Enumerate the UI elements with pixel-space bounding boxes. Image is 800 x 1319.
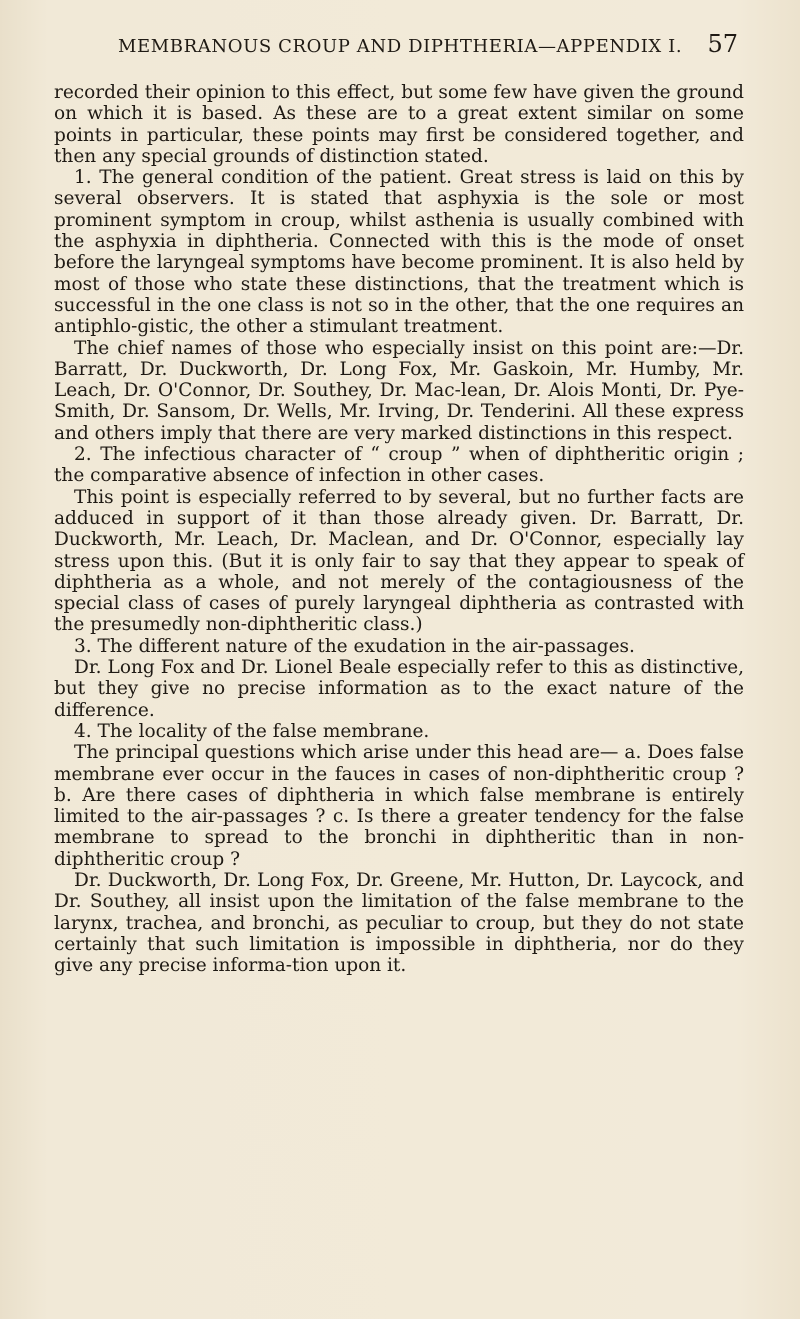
paragraph: Dr. Duckworth, Dr. Long Fox, Dr. Greene, Mr. Hutton, Dr. Laycock, and Dr. Southey, all insist upon the limitation of the false membrane to the larynx, trachea, and bronchi, as peculiar to croup, but they do not state certainly that such limitation is impossible in diphtheria, nor do they give any precise informa-tion upon it. — [54, 869, 744, 977]
paragraph: This point is especially referred to by several, but no further facts are adduced in support of it than those already given. Dr. Barratt, Dr. Duckworth, Mr. Leach, Dr. Maclean, and Dr. O'Connor, especially lay stress upon this. (But it is only fair to say that they appear to speak of diphtheria as a whole, and not merely of the contagiousness of the special class of cases of purely laryngeal diphtheria as contrasted with the presumedly non-diphtheritic class.) — [54, 486, 744, 636]
page-number: 57 — [707, 30, 738, 58]
body-text — [54, 82, 744, 976]
paragraph: 3. The different nature of the exudation in the air-passages. — [74, 635, 635, 657]
paragraph: Dr. Long Fox and Dr. Lionel Beale especially refer to this as distinctive, but they give no precise information as to the exact nature of the difference. — [54, 657, 744, 721]
paragraph: 1. The general condition of the patient. Great stress is laid on this by several observers. It is stated that asphyxia is the sole or most prominent symptom in croup, whilst asthenia is usually combined with the asphyxia in diphtheria. Connected with this is the mode of onset before the laryngeal symptoms have become prominent. It is also held by most of those who state these distinctions, that the treatment which is successful in the one class is not so in the other, that the one requires an antiphlo-gistic, the other a stimulant treatment. — [54, 167, 744, 338]
paragraph: recorded their opinion to this effect, but some few have given the ground on which it is based. As these are to a great extent similar on some points in particular, these points may first be considered together, and then any special grounds of distinction stated. — [54, 82, 744, 167]
running-head-title: MEMBRANOUS CROUP AND DIPHTHERIA—APPENDIX I. — [118, 36, 683, 57]
paragraph: The principal questions which arise under this head are— a. Does false membrane ever occur in the fauces in cases of non-diphtheritic croup ? b. Are there cases of diphtheria in which false membrane is entirely limited to the air-passages ? c. Is there a greater tendency for the false membrane to spread to the bronchi in diphtheritic than in non-diphtheritic croup ? — [54, 742, 744, 870]
running-head — [118, 30, 738, 62]
paragraph: 2. The infectious character of “ croup ” when of diphtheritic origin ; the comparative absence of infection in other cases. — [54, 444, 744, 487]
paragraph: 4. The locality of the false membrane. — [74, 720, 430, 742]
paragraph: The chief names of those who especially insist on this point are:—Dr. Barratt, Dr. Duckworth, Dr. Long Fox, Mr. Gaskoin, Mr. Humby, Mr. Leach, Dr. O'Connor, Dr. Southey, Dr. Mac-lean, Dr. Alois Monti, Dr. Pye-Smith, Dr. Sansom, Dr. Wells, Mr. Irving, Dr. Tenderini. All these express and others imply that there are very marked distinctions in this respect. — [54, 337, 744, 444]
